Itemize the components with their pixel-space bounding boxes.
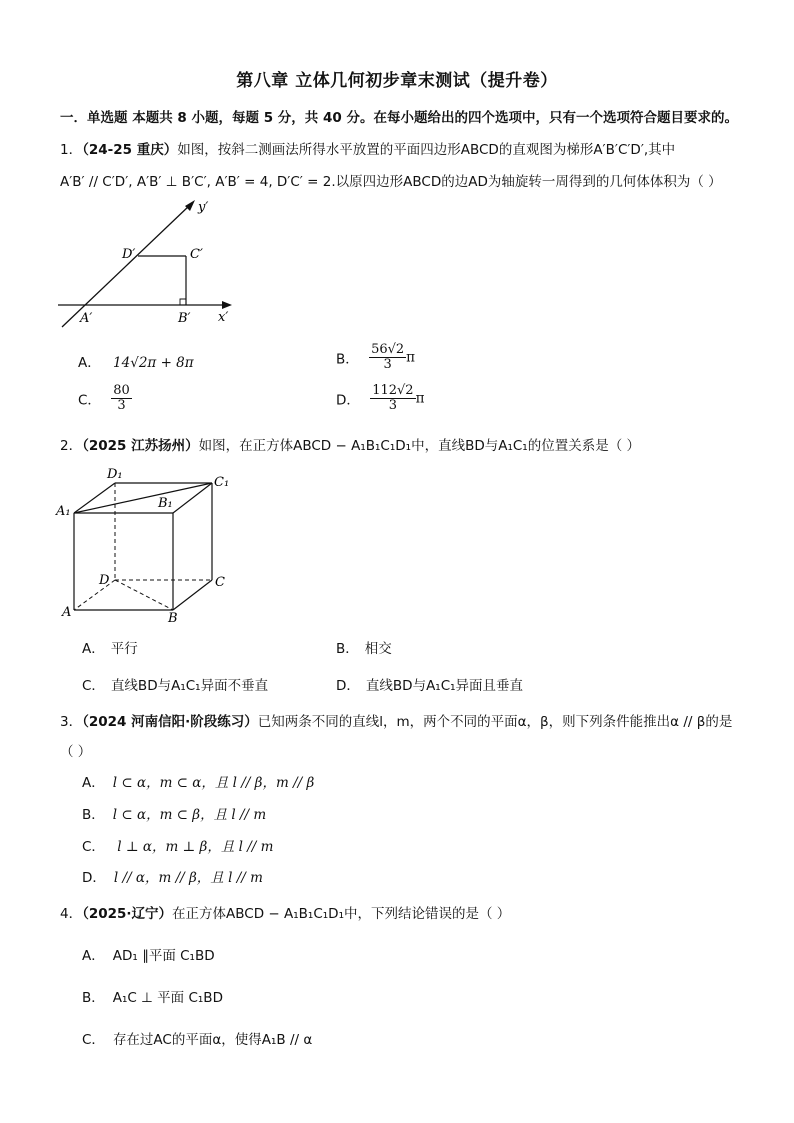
x-axis-arrow: [222, 301, 232, 309]
point-c-label: C′: [190, 247, 203, 262]
option-a-label: A．: [82, 641, 105, 657]
question-1-option-d: [336, 384, 424, 413]
option-c-fraction: [111, 384, 132, 413]
question-2-option-b: [336, 637, 392, 657]
option-c-label: C．: [78, 392, 101, 409]
question-4-stem: [60, 902, 510, 922]
option-b-label: B．: [82, 807, 105, 823]
question-2-stem: [60, 434, 640, 454]
option-a-label: A．: [78, 355, 101, 371]
question-1-option-c: [78, 384, 132, 413]
option-c-numerator: 80: [113, 383, 130, 398]
question-2-option-d: [336, 674, 523, 694]
question-4-option-a: [82, 944, 215, 964]
option-b-text: A₁C ⊥ 平面 C₁BD: [112, 990, 223, 1006]
y-axis-arrow: [185, 200, 195, 211]
option-d-text: 直线BD与A₁C₁异面且垂直: [365, 678, 524, 694]
option-b-denominator: 3: [383, 357, 392, 372]
option-d-denominator: 3: [388, 398, 398, 413]
option-a-label: A．: [82, 775, 105, 791]
option-d-numerator: 112√2: [372, 383, 414, 398]
option-a-text: l ⊂ α，m ⊂ α，且 l // β，m // β: [112, 775, 315, 791]
option-a-text: 14√2π + 8π: [113, 355, 194, 371]
question-1-line1: 如图，按斜二测画法所得水平放置的平面四边形ABCD的直观图为梯形A′B′C′D′,其中: [177, 142, 676, 158]
question-1-source: （24-25 重庆）: [82, 142, 178, 158]
question-4-option-b: [82, 986, 223, 1006]
option-c-text: 存在过AC的平面α，使得A₁B // α: [112, 1032, 313, 1048]
option-b-text: l ⊂ α，m ⊂ β，且 l // m: [112, 807, 267, 823]
diagonal-bd-hidden: [115, 580, 173, 610]
option-b-label: B．: [82, 990, 105, 1006]
vertex-c-label: C: [215, 575, 225, 590]
option-d-suffix: π: [415, 390, 425, 407]
option-c-text: l ⊥ α，m ⊥ β，且 l // m: [112, 839, 274, 855]
question-4-number: 4．: [60, 906, 83, 922]
option-c-label: C．: [82, 678, 105, 694]
vertex-c1-label: C₁: [214, 475, 230, 490]
vertex-b-label: B: [168, 611, 178, 625]
point-d-label: D′: [122, 247, 136, 262]
option-b-suffix: π: [406, 349, 416, 366]
y-axis-line: [62, 205, 190, 327]
edge-bc: [173, 580, 212, 610]
option-d-fraction: [370, 384, 415, 413]
section-header: 一．单选题 本题共 8 小题，每题 5 分，共 40 分。在每小题给出的四个选项中，只有一个选项符合题目要求的。: [60, 110, 738, 126]
question-3-paren: （ ）: [60, 744, 92, 760]
y-axis-label: y′: [198, 200, 209, 215]
point-b-label: B′: [178, 311, 191, 326]
question-2-cube-figure: [55, 465, 240, 625]
question-2-number: 2．: [60, 438, 83, 454]
vertex-d-label: D: [99, 573, 110, 588]
vertex-d1-label: D₁: [107, 467, 123, 482]
question-2-option-a: [82, 637, 138, 657]
option-b-label: B．: [336, 641, 359, 657]
page-title: 第八章 立体几何初步章末测试（提升卷）: [236, 71, 558, 91]
option-d-label: D．: [336, 678, 360, 694]
option-d-label: D．: [336, 392, 360, 409]
option-b-numerator: 56√2: [371, 342, 405, 357]
question-2-option-c: [82, 674, 268, 694]
question-1-option-b: [336, 343, 415, 372]
question-3-source: （2024 河南信阳·阶段练习）: [82, 714, 258, 730]
option-c-text: 直线BD与A₁C₁异面不垂直: [110, 678, 269, 694]
option-c-label: C．: [82, 1032, 105, 1048]
vertex-b1-label: B₁: [158, 496, 173, 511]
option-a-label: A．: [82, 948, 105, 964]
question-4-text: 在正方体ABCD − A₁B₁C₁D₁中，下列结论错误的是（ ）: [172, 906, 511, 922]
right-angle-mark: [180, 299, 186, 305]
question-4-option-c: [82, 1028, 312, 1048]
question-3-number: 3．: [60, 714, 83, 730]
option-c-label: C．: [82, 839, 105, 855]
question-3-text: 已知两条不同的直线l，m，两个不同的平面α，β，则下列条件能推出α // β的是: [257, 714, 733, 730]
question-1-stem: [60, 138, 675, 158]
question-1-option-a: [78, 351, 194, 371]
option-d-label: D．: [82, 870, 106, 886]
question-3-option-b: [82, 803, 266, 823]
question-2-source: （2025 江苏扬州）: [82, 438, 199, 454]
question-3-option-a: [82, 771, 314, 791]
option-b-fraction: [369, 343, 406, 372]
option-d-text: l // α，m // β，且 l // m: [113, 870, 263, 886]
vertex-a1-label: A₁: [56, 504, 71, 519]
option-c-denominator: 3: [117, 398, 126, 413]
question-2-text: 如图，在正方体ABCD − A₁B₁C₁D₁中，直线BD与A₁C₁的位置关系是（ ）: [198, 438, 640, 454]
vertex-a-label: A: [62, 605, 72, 620]
option-a-text: AD₁ ∥平面 C₁BD: [112, 948, 215, 964]
question-1-figure: [50, 195, 250, 335]
x-axis-label: x′: [218, 310, 229, 325]
option-b-text: 相交: [364, 641, 392, 657]
question-4-source: （2025·辽宁）: [82, 906, 173, 922]
option-b-label: B．: [336, 351, 359, 368]
question-3-stem: [60, 710, 732, 730]
question-3-option-c: [82, 835, 273, 855]
question-1-number: 1．: [60, 142, 83, 158]
option-a-text: 平行: [110, 641, 138, 657]
question-1-line2: A′B′ // C′D′, A′B′ ⊥ B′C′, A′B′ = 4, D′C′ = 2.以原四边形ABCD的边AD为轴旋转一周得到的几何体体积为（ ）: [60, 174, 722, 190]
question-3-option-d: [82, 866, 263, 886]
point-a-label: A′: [80, 311, 93, 326]
